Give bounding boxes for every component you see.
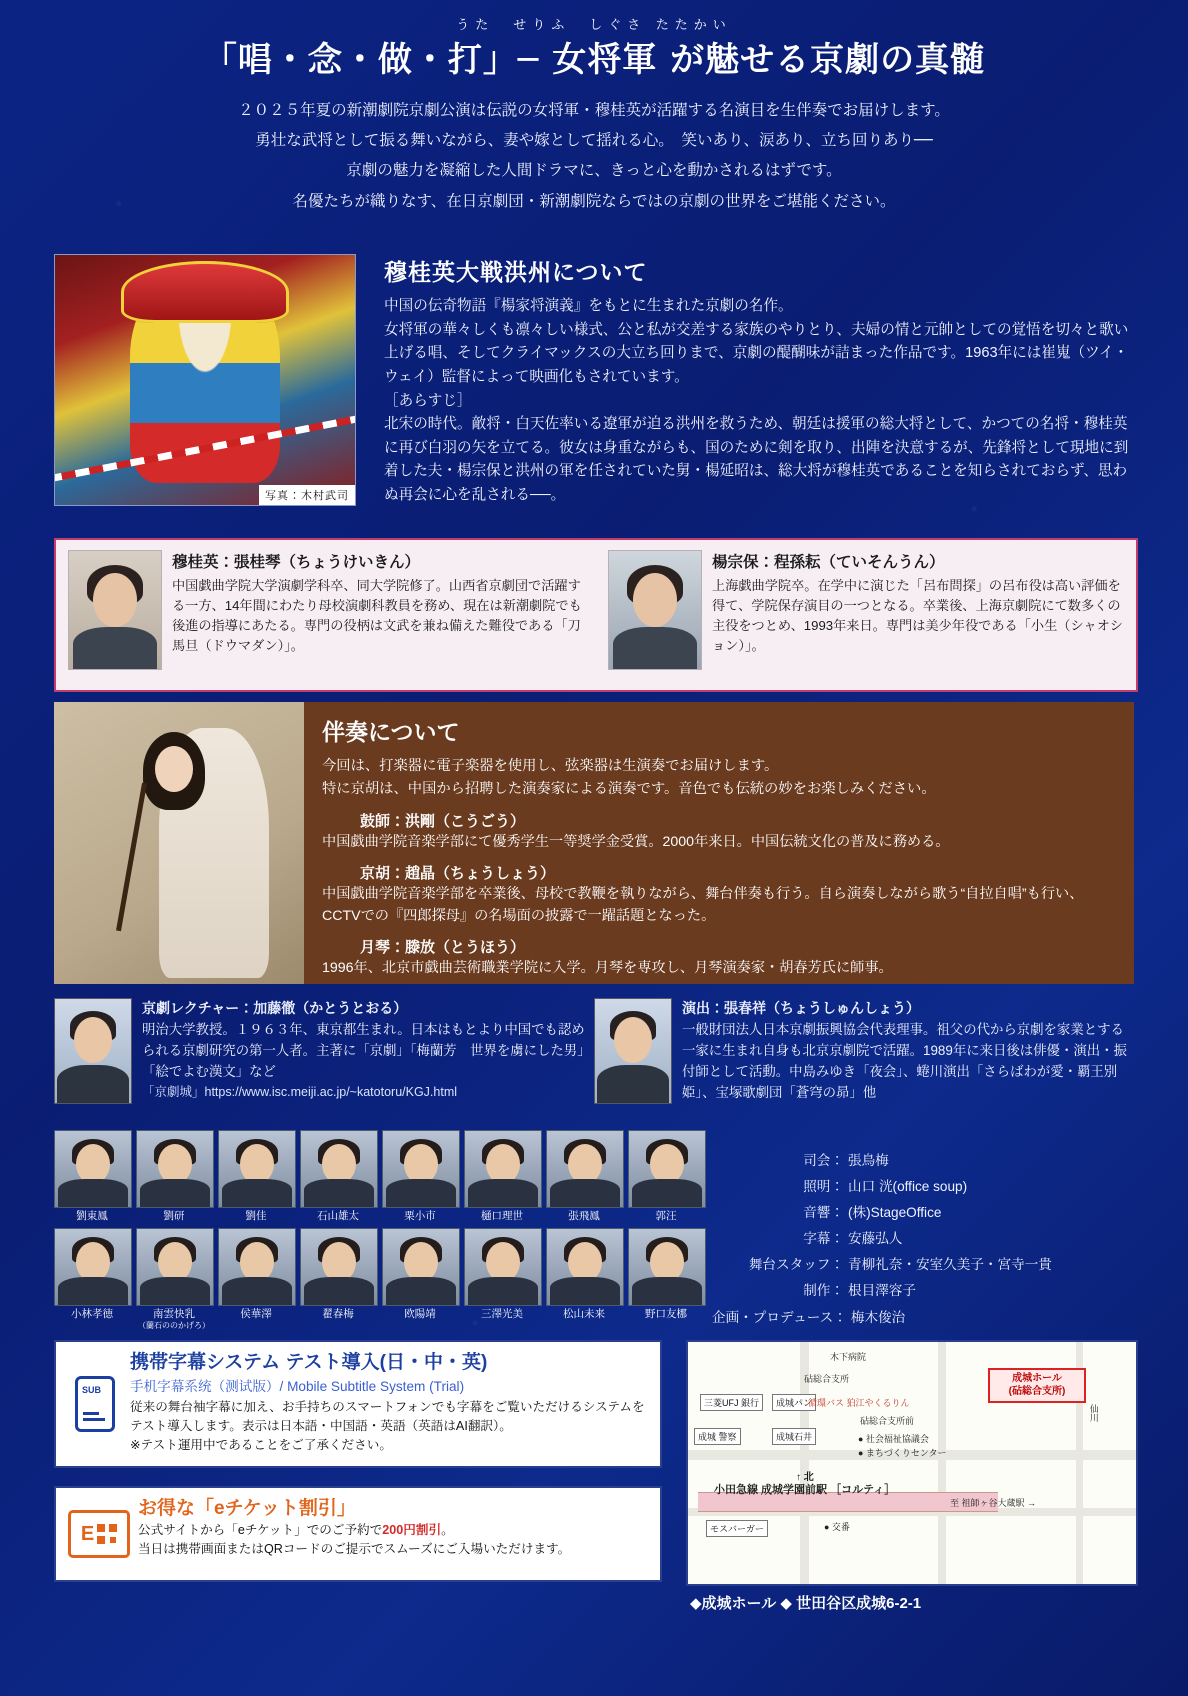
- eticket-icon-shape: [68, 1510, 130, 1558]
- ensemble-name: 野口友梛: [645, 1308, 687, 1321]
- lead-line-2: 勇壮な武将として振る舞いながら、妻や嫁として揺れる心。 笑いあり、涙あり、立ち回りあり──: [255, 131, 933, 150]
- sub-badge-text: SUB: [82, 1385, 102, 1395]
- map-poi-police: 成城 警察: [694, 1428, 741, 1445]
- staff-row: [712, 1226, 1132, 1252]
- venue-caption: ◆成城ホール ◆ 世田谷区成城6-2-1: [690, 1595, 922, 1612]
- staff-row: [712, 1174, 1132, 1200]
- cast-photo-1: [68, 550, 162, 670]
- member-face: [158, 1242, 192, 1282]
- ensemble-photo: [218, 1228, 296, 1306]
- lead-line-3: 京劇の魅力を凝縮した人間ドラマに、きっと心を動かされるはずです。: [346, 161, 842, 180]
- staff-value: 山口 洸(office soup): [848, 1179, 968, 1195]
- cast-desc-2: 上海戯曲学院卒。在学中に演じた「呂布問探」の呂布役は高い評価を得て、学院保存演目の一つとなる。卒業後、上海京劇院にて数多くの主役をつとめ、1993年来日。専門は美少年役である「小生（シャオション）」。: [712, 578, 1123, 654]
- staff-label: 司会：: [803, 1153, 844, 1168]
- member-shoulders: [140, 1277, 210, 1305]
- staff-label: 照明：: [803, 1179, 844, 1195]
- lecturer-2: [594, 998, 1134, 1104]
- about-paragraph-4: 北宋の時代。敵将・白天佐率いる遼軍が迫る洪州を救うため、朝廷は援軍の総大将として、かつての名将・穆桂英に再び白羽の矢を立てる。彼女は身重ながらも、国のために剣を取り、出陣を決意するが、先鋒将として現地に到着した夫・楊宗保と洪州の軍を任されていた舅・楊延昭は、総大将が穆桂英であることを知らされておらず、思わぬ再会に心を乱される──。: [384, 416, 1129, 504]
- music-title: 伴奏について: [322, 719, 460, 746]
- ensemble-row-1: [54, 1130, 714, 1222]
- map-hall-marker: 成城ホール (砧総合支所): [988, 1368, 1086, 1403]
- lecturer-text-1: [142, 998, 594, 1104]
- ensemble-photo: [628, 1228, 706, 1306]
- ensemble-name: 郭汪: [655, 1210, 677, 1222]
- opera-headdress: [121, 261, 289, 323]
- about-paragraph-3: ［あらすじ］: [384, 392, 472, 409]
- map-label-direction: 至 祖師ヶ谷大蔵駅 →: [950, 1498, 1037, 1508]
- eticket-panel-body-1: [138, 1521, 570, 1540]
- phone-line-1: [83, 1412, 99, 1415]
- map-label-station: 小田急線 成城学園前駅 ［コルティ］: [714, 1484, 896, 1496]
- member-shoulders: [550, 1277, 620, 1305]
- lecturer-name-1: 京劇レクチャー：加藤徹（かとうとおる）: [142, 1000, 408, 1016]
- member-shoulders: [386, 1277, 456, 1305]
- member-shoulders: [304, 1179, 374, 1207]
- erhu-player-photo: [54, 702, 304, 984]
- title-ruby: うた せりふ しぐさ たたかい: [456, 17, 732, 32]
- member-face: [568, 1144, 602, 1184]
- lead-paragraph: [0, 95, 1188, 216]
- ensemble-name: 石山雄太: [317, 1210, 359, 1222]
- photo-credit: 写真：木村武司: [259, 485, 355, 505]
- lecturer-desc-2: 一般財団法人日本京劇振興協会代表理事。祖父の代から京劇を家業とする一家に生まれ自身も北京京劇院で活躍。1989年に来日後は俳優・演出・振付師として活動。中島みゆき「夜会」、蜷川演出「さらばわが愛・覇王別姫」、宝塚歌劇団「蒼穹の昴」他: [682, 1021, 1127, 1100]
- member-shoulders: [632, 1277, 702, 1305]
- cast-face: [93, 573, 137, 627]
- member-face: [486, 1242, 520, 1282]
- about-paragraph-2: 女将軍の華々しくも凛々しい様式、公と私が交差する家族のやりとり、夫婦の情と元帥としての覚悟を切々と歌い上げる唱、そしてクライマックスの大立ち回りまで、京劇の醍醐味が詰まった作品です。1963年には崔嵬（ツイ・ウェイ）監督によって映画化もされています。: [384, 321, 1129, 385]
- member-shoulders: [140, 1179, 210, 1207]
- music-performer-1: [322, 810, 1118, 853]
- map-label-center: ● まちづくりセンター: [858, 1448, 947, 1458]
- member-shoulders: [222, 1179, 292, 1207]
- staff-row: [712, 1252, 1132, 1278]
- staff-label: 舞台スタッフ：: [748, 1257, 844, 1273]
- member-face: [486, 1144, 520, 1184]
- ensemble-photo: [382, 1228, 460, 1306]
- ensemble-photo: [628, 1130, 706, 1208]
- lecturer-face: [614, 1017, 652, 1063]
- eticket-panel-text: [138, 1498, 570, 1570]
- map-canvas: [688, 1342, 1136, 1584]
- music-performer-name-2: 京胡：趙晶（ちょうしょう）: [360, 864, 556, 882]
- eticket-body-prefix: 公式サイトから「eチケット」でのご予約で: [138, 1522, 383, 1537]
- about-title: 穆桂英大戦洪州について: [384, 259, 648, 286]
- eticket-body-suffix: 。: [441, 1522, 454, 1537]
- lecturer-suit: [57, 1065, 129, 1103]
- ensemble-member: [382, 1228, 458, 1330]
- music-text: [304, 702, 1134, 984]
- member-shoulders: [58, 1179, 128, 1207]
- ensemble-name: 欧陽靖: [404, 1308, 436, 1321]
- cast-entry-1: [56, 540, 596, 690]
- map-poi-ishii: 成城石井: [772, 1428, 816, 1445]
- ensemble-name: 劉佳: [245, 1210, 267, 1222]
- member-face: [240, 1242, 274, 1282]
- member-shoulders: [468, 1277, 538, 1305]
- qr-code-icon: [97, 1524, 117, 1544]
- ensemble-photo: [54, 1228, 132, 1306]
- phone-shape: [75, 1376, 115, 1432]
- cast-text-2: [712, 550, 1124, 680]
- ensemble-photo: [464, 1228, 542, 1306]
- cast-face: [633, 573, 677, 627]
- staff-label: 音響：: [803, 1205, 844, 1221]
- music-performer-desc-2: 中国戯曲学院音楽学部を卒業後、母校で教鞭を執りながら、舞台伴奏も行う。自ら演奏しながら歌う“自拉自唱”も行い、CCTVでの『四郎探母』の名場面の披露で一躍話題となった。: [322, 885, 1084, 924]
- cast-body: [613, 627, 697, 669]
- eticket-qr-icon: [68, 1498, 130, 1570]
- staff-value: 青柳礼奈・安室久美子・宮寺一貴: [848, 1257, 1052, 1273]
- lecturer-photo-1: [54, 998, 132, 1104]
- map-label-koban: ● 交番: [824, 1522, 850, 1532]
- staff-label: 制作：: [803, 1283, 844, 1299]
- ensemble-name: 翟春梅: [322, 1308, 354, 1321]
- subtitle-panel-body-1: 従来の舞台袖字幕に加え、お手持ちのスマートフォンでも字幕をご覧いただけるシステムをテスト導入します。表示は日本語・中国語・英語（英語はAI翻訳）。: [130, 1399, 645, 1433]
- map-label-river: 仙川: [1088, 1404, 1099, 1422]
- eticket-panel-title: お得な「eチケット割引」: [138, 1498, 356, 1519]
- ensemble-member: [382, 1130, 458, 1222]
- member-face: [404, 1242, 438, 1282]
- ensemble-name: [136, 1308, 212, 1330]
- ensemble-member: [54, 1130, 130, 1222]
- ensemble-member: [136, 1228, 212, 1330]
- cast-name-2: 楊宗保：程孫耘（ていそんうん）: [712, 554, 945, 571]
- phone-line-2: [83, 1418, 105, 1421]
- ensemble-name: 三澤光美: [481, 1308, 523, 1321]
- cast-name-1: 穆桂英：張桂琴（ちょうけいきん）: [172, 554, 421, 571]
- lecturer-suit: [597, 1065, 669, 1103]
- eticket-panel-body-2: 当日は携帯画面またはQRコードのご提示でスムーズにご入場いただけます。: [138, 1541, 571, 1556]
- member-shoulders: [386, 1179, 456, 1207]
- ensemble-member: [628, 1228, 704, 1330]
- ensemble-member: [546, 1228, 622, 1330]
- staff-value: 張鳥梅: [848, 1153, 889, 1168]
- map-label-bus: 循環バス 狛江やくるりん: [808, 1398, 910, 1408]
- member-shoulders: [468, 1179, 538, 1207]
- cast-text-1: [172, 550, 584, 680]
- cast-desc-1: 中国戯曲学院大学演劇学科卒、同大学院修了。山西省京劇団で活躍する一方、14年間にわたり母校演劇科教員を務め、現在は新潮劇院でも後進の指導にあたる。専門の役柄は文武を兼ね備えた難役である「刀馬旦（ドウマダン）」。: [172, 578, 582, 654]
- ensemble-photo: [136, 1228, 214, 1306]
- ensemble-name-main: 南雲快乳: [153, 1308, 195, 1321]
- ensemble-grid: [54, 1130, 714, 1336]
- map-north-arrow: ↑ 北: [796, 1472, 814, 1483]
- musician-face: [155, 746, 193, 792]
- cast-body: [73, 627, 157, 669]
- member-face: [158, 1144, 192, 1184]
- staff-label: 企画・プロデュース：: [712, 1309, 847, 1325]
- staff-label: 字幕：: [803, 1231, 844, 1247]
- member-face: [76, 1242, 110, 1282]
- member-face: [404, 1144, 438, 1184]
- ensemble-name: 小林孝徳: [71, 1308, 113, 1321]
- ensemble-name: 侯華澤: [240, 1308, 272, 1321]
- cast-box: [54, 538, 1138, 692]
- music-performer-3: [322, 936, 1118, 979]
- staff-value: 根目澤容子: [848, 1283, 916, 1299]
- cast-entry-2: [596, 540, 1136, 690]
- venue-map: [686, 1340, 1138, 1586]
- main-opera-photo: [54, 254, 356, 506]
- member-shoulders: [58, 1277, 128, 1305]
- ensemble-member: [464, 1130, 540, 1222]
- music-intro-1: 今回は、打楽器に電子楽器を使用し、弦楽器は生演奏でお届けします。: [322, 758, 779, 774]
- staff-value: 梅木俊治: [850, 1309, 906, 1325]
- music-performer-desc-1: 中国戯曲学院音楽学部にて優秀学生一等奨学金受賞。2000年来日。中国伝統文化の普及に務める。: [322, 833, 950, 850]
- staff-row: [712, 1200, 1132, 1226]
- ensemble-photo: [464, 1130, 542, 1208]
- about-section: [54, 254, 1134, 508]
- lecturer-desc-1: 明治大学教授。１９６３年、東京都生まれ。日本はもとより中国でも認められる京劇研究の第一人者。主著に「京劇」「梅蘭芳 世界を虜にした男」「絵でよむ漢文」など: [142, 1021, 591, 1079]
- ensemble-photo: [300, 1228, 378, 1306]
- member-face: [322, 1242, 356, 1282]
- music-box: [54, 702, 1134, 984]
- erhu-instrument: [116, 783, 147, 932]
- map-road-vertical-2: [938, 1342, 946, 1584]
- member-face: [240, 1144, 274, 1184]
- staff-value: 安藤弘人: [848, 1231, 903, 1247]
- eticket-panel: [54, 1486, 662, 1582]
- ensemble-member: [628, 1130, 704, 1222]
- lecturer-url-1[interactable]: 「京劇城」https://www.isc.meiji.ac.jp/~katotoru/KGJ.html: [142, 1084, 458, 1099]
- music-performer-name-3: 月琴：滕放（とうほう）: [360, 938, 526, 956]
- lecturer-face: [74, 1017, 112, 1063]
- about-paragraph-1: 中国の伝奇物語『楊家将演義』をもとに生まれた京劇の名作。: [384, 298, 793, 314]
- ensemble-name: 張飛鳳: [568, 1210, 600, 1222]
- member-face: [76, 1144, 110, 1184]
- ensemble-name-sub: （蘭石ののかげろ）: [138, 1320, 210, 1330]
- staff-row: [712, 1148, 1132, 1174]
- ensemble-photo: [382, 1130, 460, 1208]
- ensemble-name: 劉東鳳: [76, 1210, 108, 1222]
- music-performer-2: [322, 862, 1118, 927]
- map-label-welfare: ● 社会福祉協議会: [858, 1434, 929, 1444]
- ensemble-photo: [54, 1130, 132, 1208]
- lead-line-1: ２０２５年夏の新潮劇院京劇公演は伝説の女将軍・穆桂英が活躍する名演目を生伴奏でお届けします。: [238, 101, 950, 119]
- eticket-discount-amount: 200円割引: [382, 1522, 442, 1537]
- ensemble-member: [300, 1228, 376, 1330]
- member-shoulders: [304, 1277, 374, 1305]
- ensemble-name: 松山未来: [563, 1308, 605, 1321]
- lecturer-row: [54, 998, 1134, 1104]
- lecturer-1: [54, 998, 594, 1104]
- ensemble-member: [218, 1130, 294, 1222]
- map-label-hospital: 木下病院: [830, 1352, 867, 1362]
- ensemble-member: [218, 1228, 294, 1330]
- page-title: 「唱・念・做・打」─ 女将軍 が魅せる京劇の真髄: [202, 40, 986, 80]
- subtitle-phone-icon: [68, 1352, 122, 1456]
- member-face: [322, 1144, 356, 1184]
- about-body: [384, 254, 1134, 508]
- subtitle-panel-text: [130, 1352, 648, 1456]
- ensemble-photo: [218, 1130, 296, 1208]
- map-label-branch: 砧総合支所: [804, 1374, 850, 1384]
- member-shoulders: [222, 1277, 292, 1305]
- member-face: [568, 1242, 602, 1282]
- map-poi-bakery: 成城パン: [772, 1394, 816, 1411]
- staff-row: [712, 1278, 1132, 1304]
- subtitle-panel-title: 携帯字幕システム テスト導入(日・中・英): [130, 1352, 488, 1373]
- ensemble-photo: [300, 1130, 378, 1208]
- cast-photo-2: [608, 550, 702, 670]
- member-face: [650, 1144, 684, 1184]
- subtitle-system-panel: [54, 1340, 662, 1468]
- music-intro-2: 特に京胡は、中国から招聘した演奏家による演奏です。音色でも伝統の妙をお楽しみください。: [322, 780, 936, 797]
- ensemble-name: 劉研: [163, 1210, 185, 1222]
- map-poi-mos: モスバーガー: [706, 1520, 768, 1537]
- subtitle-panel-subtitle: 手机字幕系统（测试版）/ Mobile Subtitle System (Trial): [130, 1378, 465, 1394]
- lecturer-name-2: 演出：張春祥（ちょうしゅんしょう）: [682, 1000, 920, 1016]
- lecturer-text-2: [682, 998, 1134, 1104]
- poster-page: [0, 14, 1188, 1696]
- ensemble-member: [546, 1130, 622, 1222]
- staff-value: (株)StageOffice: [848, 1205, 942, 1221]
- member-face: [650, 1242, 684, 1282]
- map-poi-bank: 三菱UFJ 銀行: [700, 1394, 763, 1411]
- ensemble-photo: [136, 1130, 214, 1208]
- music-performer-name-1: 鼓師：洪剛（こうごう）: [360, 812, 526, 830]
- staff-list: [712, 1148, 1132, 1331]
- ensemble-member: [54, 1228, 130, 1330]
- ensemble-member: [300, 1130, 376, 1222]
- map-label-busstop: 砧総合支所前: [860, 1416, 915, 1426]
- member-shoulders: [550, 1179, 620, 1207]
- subtitle-panel-body-2: ※テスト運用中であることをご了承ください。: [130, 1437, 392, 1452]
- ensemble-name: 樋口理世: [481, 1210, 523, 1222]
- eticket-letter: E: [80, 1522, 95, 1545]
- ensemble-name: 栗小市: [404, 1210, 436, 1222]
- ensemble-member: [464, 1228, 540, 1330]
- ensemble-member: [136, 1130, 212, 1222]
- ensemble-photo: [546, 1228, 624, 1306]
- music-performer-desc-3: 1996年、北京市戯曲芸術職業学院に入学。月琴を専攻し、月琴演奏家・胡春芳氏に師事。: [322, 959, 893, 976]
- lecturer-photo-2: [594, 998, 672, 1104]
- ensemble-photo: [546, 1130, 624, 1208]
- lead-line-4: 名優たちが織りなす、在日京劇団・新潮劇院ならではの京劇の世界をご堪能ください。: [292, 191, 896, 210]
- staff-row: [712, 1305, 1132, 1331]
- member-shoulders: [632, 1179, 702, 1207]
- ensemble-row-2: [54, 1228, 714, 1330]
